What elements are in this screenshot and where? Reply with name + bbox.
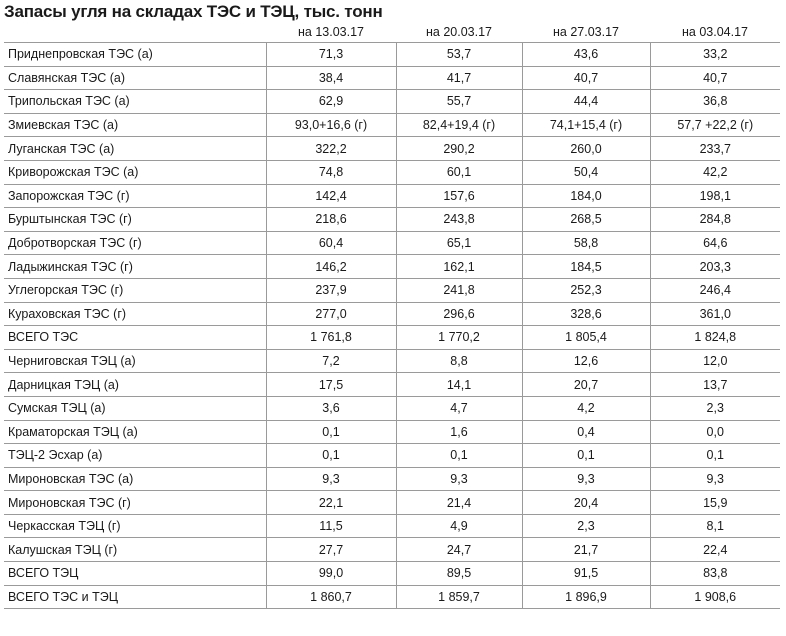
- table-row: [4, 467, 780, 491]
- stock-value-cell: 22,4: [650, 538, 780, 562]
- plant-name-cell: Трипольская ТЭС (а): [4, 90, 266, 114]
- table-row: [4, 184, 780, 208]
- plant-name-cell: Дарницкая ТЭЦ (а): [4, 373, 266, 397]
- plant-name-cell: Славянская ТЭС (а): [4, 66, 266, 90]
- plant-name-cell: Приднепровская ТЭС (а): [4, 43, 266, 67]
- stock-value-cell: 64,6: [650, 231, 780, 255]
- stock-value-cell: 1 908,6: [650, 585, 780, 609]
- stock-value-cell: 1 859,7: [396, 585, 522, 609]
- stock-value-cell: 9,3: [650, 467, 780, 491]
- stock-value-cell: 4,7: [396, 396, 522, 420]
- stock-value-cell: 4,9: [396, 514, 522, 538]
- plant-name-cell: Мироновская ТЭС (г): [4, 491, 266, 515]
- stock-value-cell: 361,0: [650, 302, 780, 326]
- stock-value-cell: 60,4: [266, 231, 396, 255]
- stock-value-cell: 14,1: [396, 373, 522, 397]
- stock-value-cell: 89,5: [396, 562, 522, 586]
- plant-name-cell: Калушская ТЭЦ (г): [4, 538, 266, 562]
- stock-value-cell: 65,1: [396, 231, 522, 255]
- stock-value-cell: 0,0: [650, 420, 780, 444]
- stock-value-cell: 8,1: [650, 514, 780, 538]
- stock-value-cell: 99,0: [266, 562, 396, 586]
- table-row: [4, 90, 780, 114]
- stock-value-cell: 284,8: [650, 208, 780, 232]
- table-row: [4, 208, 780, 232]
- stock-value-cell: 27,7: [266, 538, 396, 562]
- stock-value-cell: 260,0: [522, 137, 650, 161]
- plant-name-cell: Луганская ТЭС (а): [4, 137, 266, 161]
- stock-value-cell: 0,1: [266, 444, 396, 468]
- stock-value-cell: 13,7: [650, 373, 780, 397]
- stock-value-cell: 218,6: [266, 208, 396, 232]
- stock-value-cell: 83,8: [650, 562, 780, 586]
- stock-value-cell: 24,7: [396, 538, 522, 562]
- stock-value-cell: 1 770,2: [396, 326, 522, 350]
- stock-value-cell: 7,2: [266, 349, 396, 373]
- stock-value-cell: 3,6: [266, 396, 396, 420]
- table-row: [4, 326, 780, 350]
- table-row: [4, 278, 780, 302]
- table-row: [4, 255, 780, 279]
- stock-value-cell: 157,6: [396, 184, 522, 208]
- stock-value-cell: 38,4: [266, 66, 396, 90]
- stock-value-cell: 233,7: [650, 137, 780, 161]
- table-row: [4, 66, 780, 90]
- stock-value-cell: 12,0: [650, 349, 780, 373]
- stock-value-cell: 1 805,4: [522, 326, 650, 350]
- table-body: [4, 43, 780, 609]
- plant-name-cell: ВСЕГО ТЭС и ТЭЦ: [4, 585, 266, 609]
- stock-value-cell: 40,7: [650, 66, 780, 90]
- stock-value-cell: 4,2: [522, 396, 650, 420]
- stock-value-cell: 40,7: [522, 66, 650, 90]
- table-row: [4, 113, 780, 137]
- table-row: [4, 302, 780, 326]
- stock-value-cell: 58,8: [522, 231, 650, 255]
- stock-value-cell: 198,1: [650, 184, 780, 208]
- stock-value-cell: 1 824,8: [650, 326, 780, 350]
- column-header-name: [4, 22, 266, 43]
- stock-value-cell: 2,3: [650, 396, 780, 420]
- plant-name-cell: Черниговская ТЭЦ (а): [4, 349, 266, 373]
- plant-name-cell: ТЭЦ-2 Эсхар (а): [4, 444, 266, 468]
- plant-name-cell: ВСЕГО ТЭС: [4, 326, 266, 350]
- stock-value-cell: 74,8: [266, 160, 396, 184]
- coal-stock-table: [4, 22, 780, 609]
- column-header-date-1: на 13.03.17: [298, 25, 364, 39]
- stock-value-cell: 36,8: [650, 90, 780, 114]
- stock-value-cell: 0,1: [522, 444, 650, 468]
- stock-value-cell: 0,1: [266, 420, 396, 444]
- stock-value-cell: 42,2: [650, 160, 780, 184]
- plant-name-cell: Бурштынская ТЭС (г): [4, 208, 266, 232]
- table-row: [4, 160, 780, 184]
- stock-value-cell: 60,1: [396, 160, 522, 184]
- stock-value-cell: 20,4: [522, 491, 650, 515]
- stock-value-cell: 0,1: [650, 444, 780, 468]
- stock-value-cell: 41,7: [396, 66, 522, 90]
- stock-value-cell: 2,3: [522, 514, 650, 538]
- stock-value-cell: 74,1+15,4 (г): [522, 113, 650, 137]
- stock-value-cell: 82,4+19,4 (г): [396, 113, 522, 137]
- stock-value-cell: 162,1: [396, 255, 522, 279]
- stock-value-cell: 53,7: [396, 43, 522, 67]
- stock-value-cell: 62,9: [266, 90, 396, 114]
- stock-value-cell: 15,9: [650, 491, 780, 515]
- stock-value-cell: 0,4: [522, 420, 650, 444]
- stock-value-cell: 252,3: [522, 278, 650, 302]
- stock-value-cell: 290,2: [396, 137, 522, 161]
- stock-value-cell: 322,2: [266, 137, 396, 161]
- stock-value-cell: 203,3: [650, 255, 780, 279]
- stock-value-cell: 71,3: [266, 43, 396, 67]
- stock-value-cell: 0,1: [396, 444, 522, 468]
- table-row: [4, 373, 780, 397]
- plant-name-cell: Добротворская ТЭС (г): [4, 231, 266, 255]
- stock-value-cell: 277,0: [266, 302, 396, 326]
- stock-value-cell: 43,6: [522, 43, 650, 67]
- stock-value-cell: 17,5: [266, 373, 396, 397]
- plant-name-cell: Ладыжинская ТЭС (г): [4, 255, 266, 279]
- table-row: [4, 444, 780, 468]
- stock-value-cell: 1 761,8: [266, 326, 396, 350]
- column-header-date-2: на 20.03.17: [426, 25, 492, 39]
- plant-name-cell: Мироновская ТЭС (а): [4, 467, 266, 491]
- table-row: [4, 538, 780, 562]
- header-row: [4, 22, 780, 43]
- table-row: [4, 43, 780, 67]
- stock-value-cell: 1 896,9: [522, 585, 650, 609]
- stock-value-cell: 146,2: [266, 255, 396, 279]
- stock-value-cell: 21,4: [396, 491, 522, 515]
- stock-value-cell: 91,5: [522, 562, 650, 586]
- table-title: Запасы угля на складах ТЭС и ТЭЦ, тыс. тонн: [4, 2, 383, 21]
- table-row: [4, 491, 780, 515]
- stock-value-cell: 1 860,7: [266, 585, 396, 609]
- stock-value-cell: 246,4: [650, 278, 780, 302]
- plant-name-cell: Краматорская ТЭЦ (а): [4, 420, 266, 444]
- table-row: [4, 562, 780, 586]
- column-header-date-3: на 27.03.17: [553, 25, 619, 39]
- stock-value-cell: 22,1: [266, 491, 396, 515]
- stock-value-cell: 237,9: [266, 278, 396, 302]
- plant-name-cell: Сумская ТЭЦ (а): [4, 396, 266, 420]
- table-row: [4, 420, 780, 444]
- stock-value-cell: 57,7 +22,2 (г): [650, 113, 780, 137]
- plant-name-cell: Кураховская ТЭС (г): [4, 302, 266, 326]
- plant-name-cell: Змиевская ТЭС (а): [4, 113, 266, 137]
- stock-value-cell: 328,6: [522, 302, 650, 326]
- stock-value-cell: 93,0+16,6 (г): [266, 113, 396, 137]
- table-row: [4, 585, 780, 609]
- plant-name-cell: Криворожская ТЭС (а): [4, 160, 266, 184]
- stock-value-cell: 9,3: [396, 467, 522, 491]
- table-row: [4, 231, 780, 255]
- stock-value-cell: 296,6: [396, 302, 522, 326]
- plant-name-cell: Углегорская ТЭС (г): [4, 278, 266, 302]
- stock-value-cell: 50,4: [522, 160, 650, 184]
- stock-value-cell: 9,3: [522, 467, 650, 491]
- stock-value-cell: 241,8: [396, 278, 522, 302]
- table-row: [4, 137, 780, 161]
- stock-value-cell: 44,4: [522, 90, 650, 114]
- table-row: [4, 514, 780, 538]
- plant-name-cell: ВСЕГО ТЭЦ: [4, 562, 266, 586]
- stock-value-cell: 184,0: [522, 184, 650, 208]
- stock-value-cell: 11,5: [266, 514, 396, 538]
- stock-value-cell: 20,7: [522, 373, 650, 397]
- plant-name-cell: Запорожская ТЭС (г): [4, 184, 266, 208]
- table-row: [4, 349, 780, 373]
- stock-value-cell: 55,7: [396, 90, 522, 114]
- stock-value-cell: 33,2: [650, 43, 780, 67]
- table-row: [4, 396, 780, 420]
- stock-value-cell: 1,6: [396, 420, 522, 444]
- stock-value-cell: 8,8: [396, 349, 522, 373]
- column-header-date-4: на 03.04.17: [682, 25, 748, 39]
- stock-value-cell: 184,5: [522, 255, 650, 279]
- coal-stock-table-container: [4, 22, 780, 609]
- stock-value-cell: 142,4: [266, 184, 396, 208]
- stock-value-cell: 21,7: [522, 538, 650, 562]
- stock-value-cell: 268,5: [522, 208, 650, 232]
- plant-name-cell: Черкасская ТЭЦ (г): [4, 514, 266, 538]
- stock-value-cell: 9,3: [266, 467, 396, 491]
- stock-value-cell: 12,6: [522, 349, 650, 373]
- stock-value-cell: 243,8: [396, 208, 522, 232]
